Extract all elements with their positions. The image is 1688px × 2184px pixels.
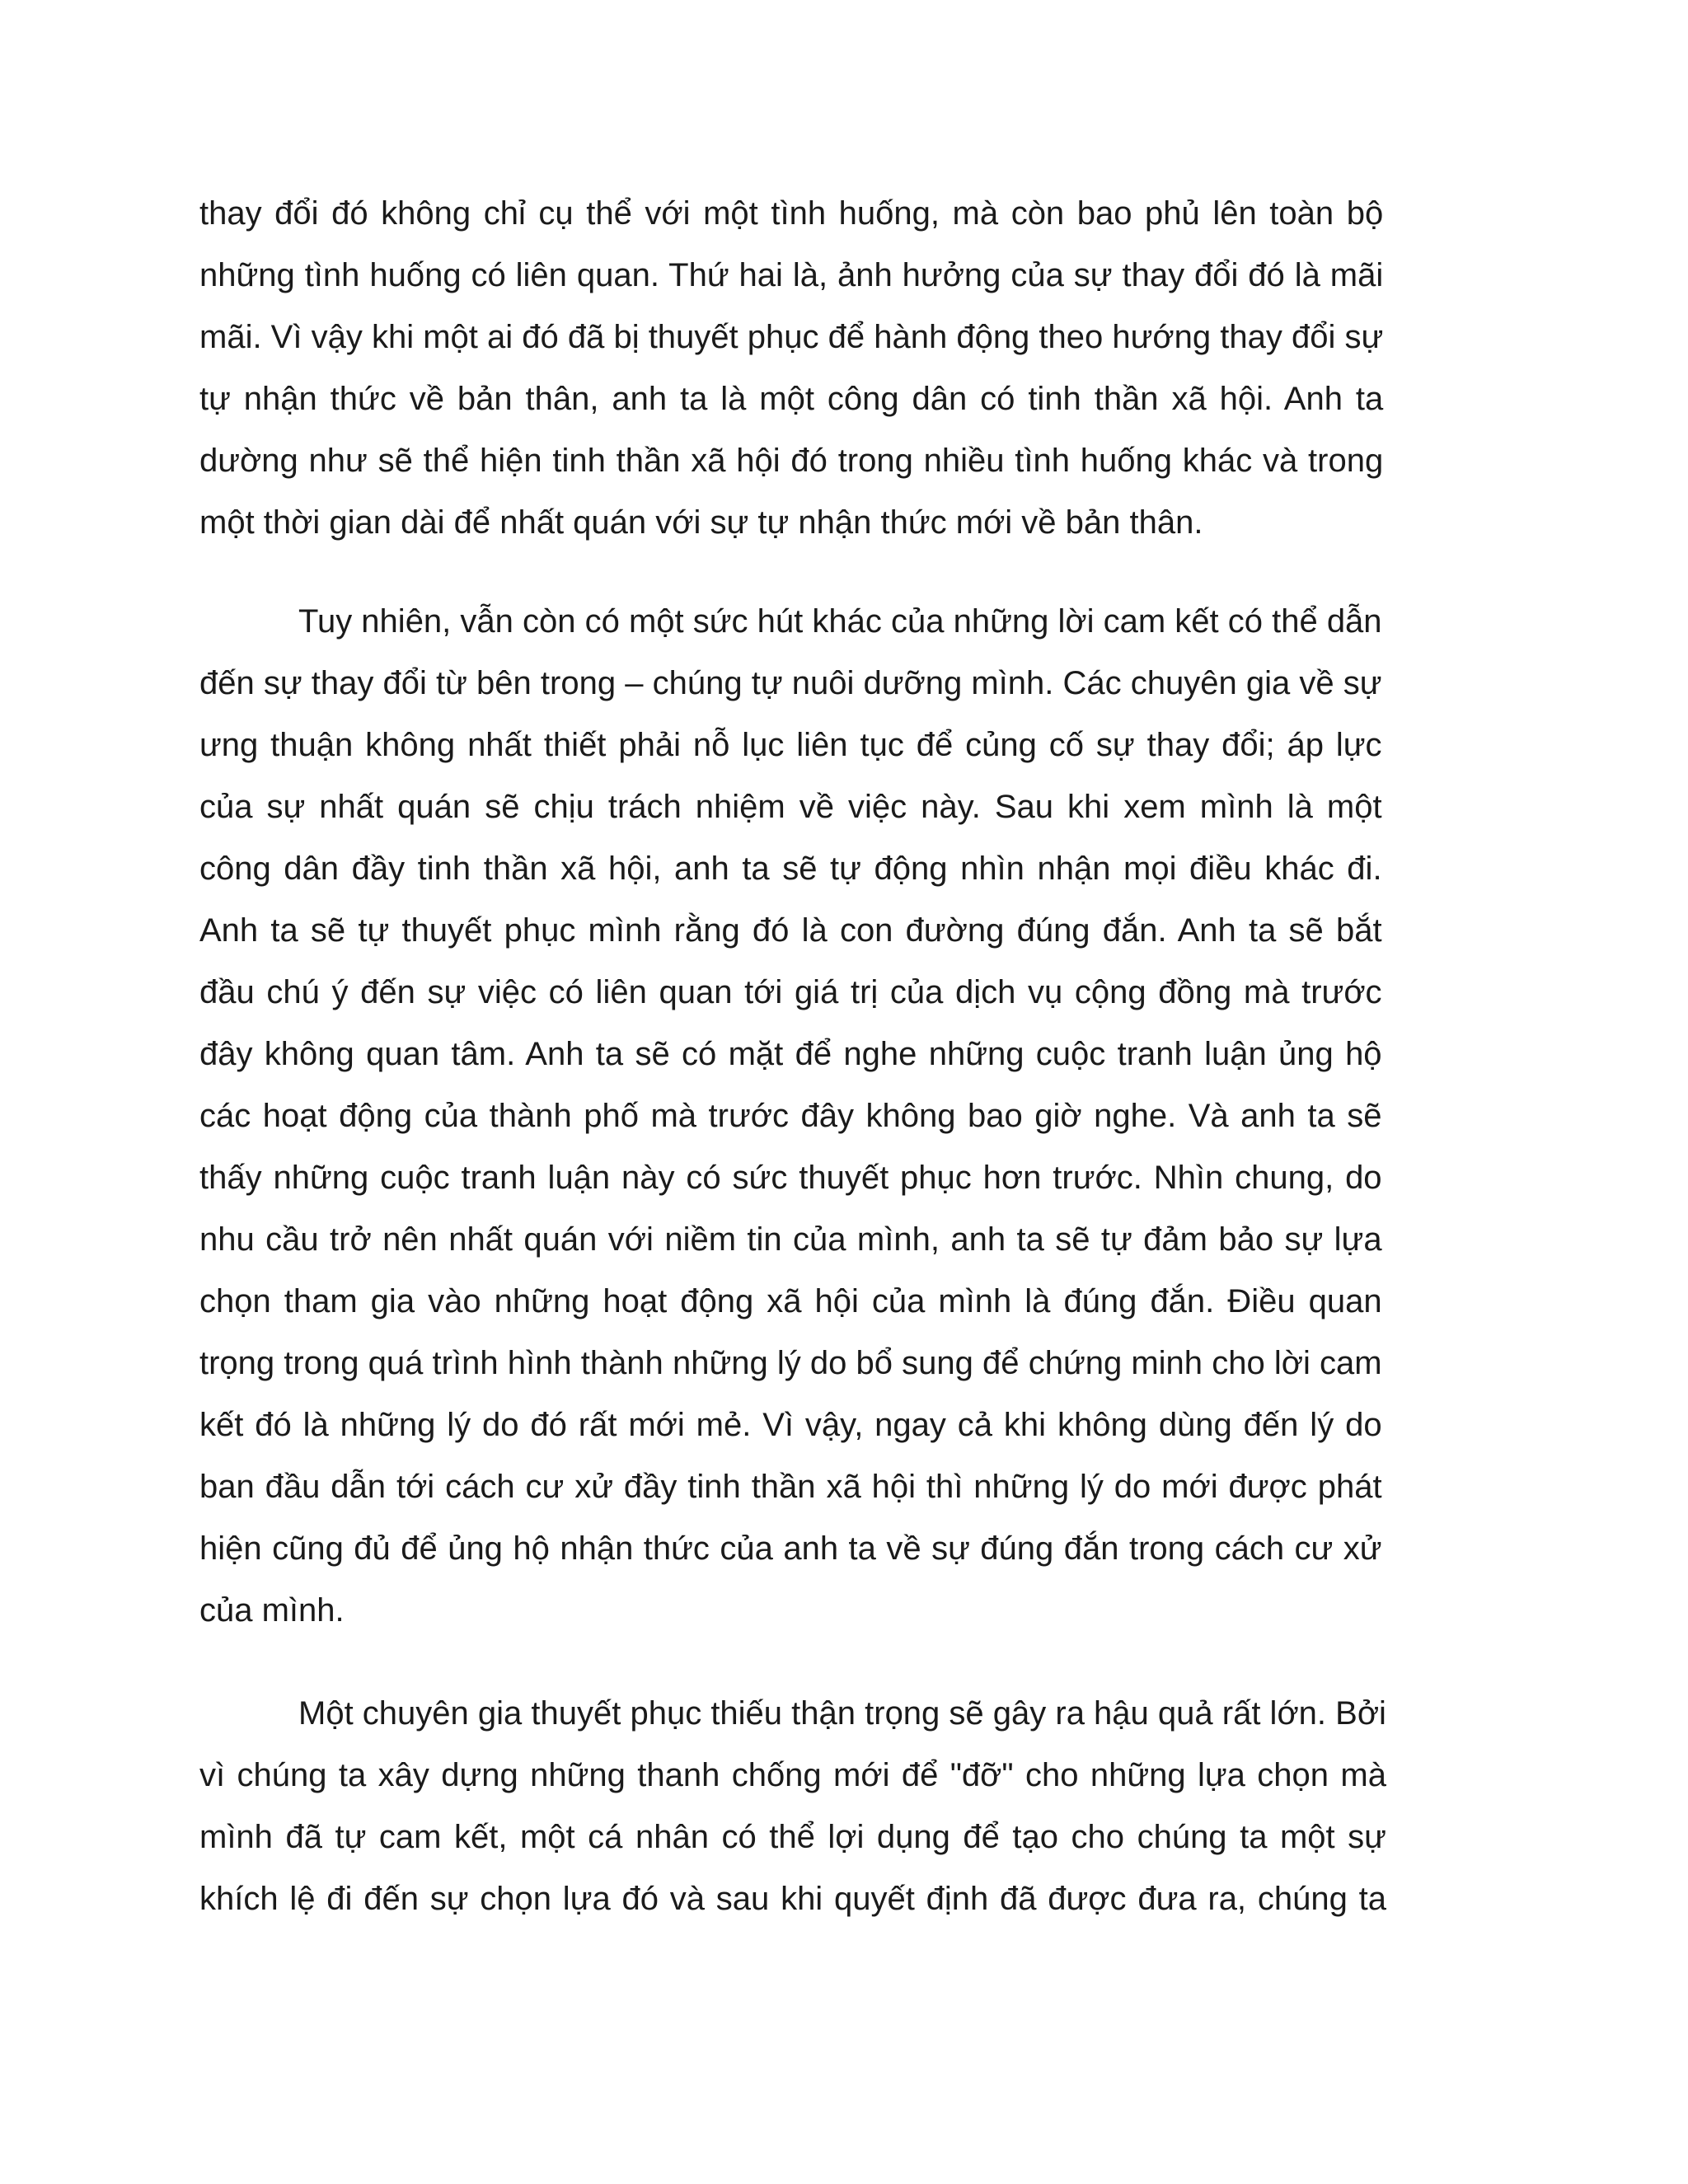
text-line: thay đổi đó không chỉ cụ thể với một tình huống, mà còn bao phủ lên toàn bộ (199, 195, 1384, 232)
text-line: tự nhận thức về bản thân, anh ta là một công dân có tinh thần xã hội. Anh ta (199, 381, 1384, 417)
text-line: dường như sẽ thể hiện tinh thần xã hội đó trong nhiều tình huống khác và trong (199, 443, 1384, 479)
text-line: trọng trong quá trình hình thành những lý do bổ sung để chứng minh cho lời cam (199, 1345, 1382, 1381)
text-line: hiện cũng đủ để ủng hộ nhận thức của anh ta về sự đúng đắn trong cách cư xử (199, 1530, 1382, 1567)
text-line: công dân đầy tinh thần xã hội, anh ta sẽ tự động nhìn nhận mọi điều khác đi. (199, 851, 1382, 887)
text-line: đầu chú ý đến sự việc có liên quan tới giá trị của dịch vụ cộng đồng mà trước (199, 974, 1382, 1010)
text-line: mình đã tự cam kết, một cá nhân có thể lợi dụng để tạo cho chúng ta một sự (199, 1819, 1386, 1855)
text-line: Anh ta sẽ tự thuyết phục mình rằng đó là con đường đúng đắn. Anh ta sẽ bắt (199, 912, 1382, 949)
text-line: ban đầu dẫn tới cách cư xử đầy tinh thần xã hội thì những lý do mới được phát (199, 1469, 1382, 1505)
paragraph-2 (199, 591, 1382, 1642)
text-line: Một chuyên gia thuyết phục thiếu thận trọng sẽ gây ra hậu quả rất lớn. Bởi (298, 1695, 1386, 1732)
text-line: của mình. (199, 1592, 345, 1629)
text-line: của sự nhất quán sẽ chịu trách nhiệm về việc này. Sau khi xem mình là một (199, 789, 1382, 825)
text-line: nhu cầu trở nên nhất quán với niềm tin của mình, anh ta sẽ tự đảm bảo sự lựa (199, 1221, 1382, 1258)
text-line: đây không quan tâm. Anh ta sẽ có mặt để nghe những cuộc tranh luận ủng hộ (199, 1036, 1382, 1072)
text-line: những tình huống có liên quan. Thứ hai là, ảnh hưởng của sự thay đổi đó là mãi (199, 257, 1384, 293)
text-line: ưng thuận không nhất thiết phải nỗ lục liên tục để củng cố sự thay đổi; áp lực (199, 727, 1382, 763)
text-line: một thời gian dài để nhất quán với sự tự nhận thức mới về bản thân. (199, 504, 1203, 541)
paragraph-3 (199, 1683, 1386, 1930)
text-line: Tuy nhiên, vẫn còn có một sức hút khác của những lời cam kết có thể dẫn (298, 603, 1382, 640)
paragraph-1 (199, 183, 1383, 554)
text-line: kết đó là những lý do đó rất mới mẻ. Vì vậy, ngay cả khi không dùng đến lý do (199, 1407, 1382, 1443)
text-line: thấy những cuộc tranh luận này có sức thuyết phục hơn trước. Nhìn chung, do (199, 1160, 1382, 1196)
text-line: mãi. Vì vậy khi một ai đó đã bị thuyết phục để hành động theo hướng thay đổi sự (199, 319, 1384, 355)
text-line: khích lệ đi đến sự chọn lựa đó và sau khi quyết định đã được đưa ra, chúng ta (199, 1881, 1386, 1917)
text-line: đến sự thay đổi từ bên trong – chúng tự nuôi dưỡng mình. Các chuyên gia về sự (199, 665, 1382, 701)
text-line: vì chúng ta xây dựng những thanh chống mới để "đỡ" cho những lựa chọn mà (199, 1757, 1386, 1793)
text-line: các hoạt động của thành phố mà trước đây không bao giờ nghe. Và anh ta sẽ (199, 1098, 1382, 1134)
text-line: chọn tham gia vào những hoạt động xã hội của mình là đúng đắn. Điều quan (199, 1283, 1382, 1319)
